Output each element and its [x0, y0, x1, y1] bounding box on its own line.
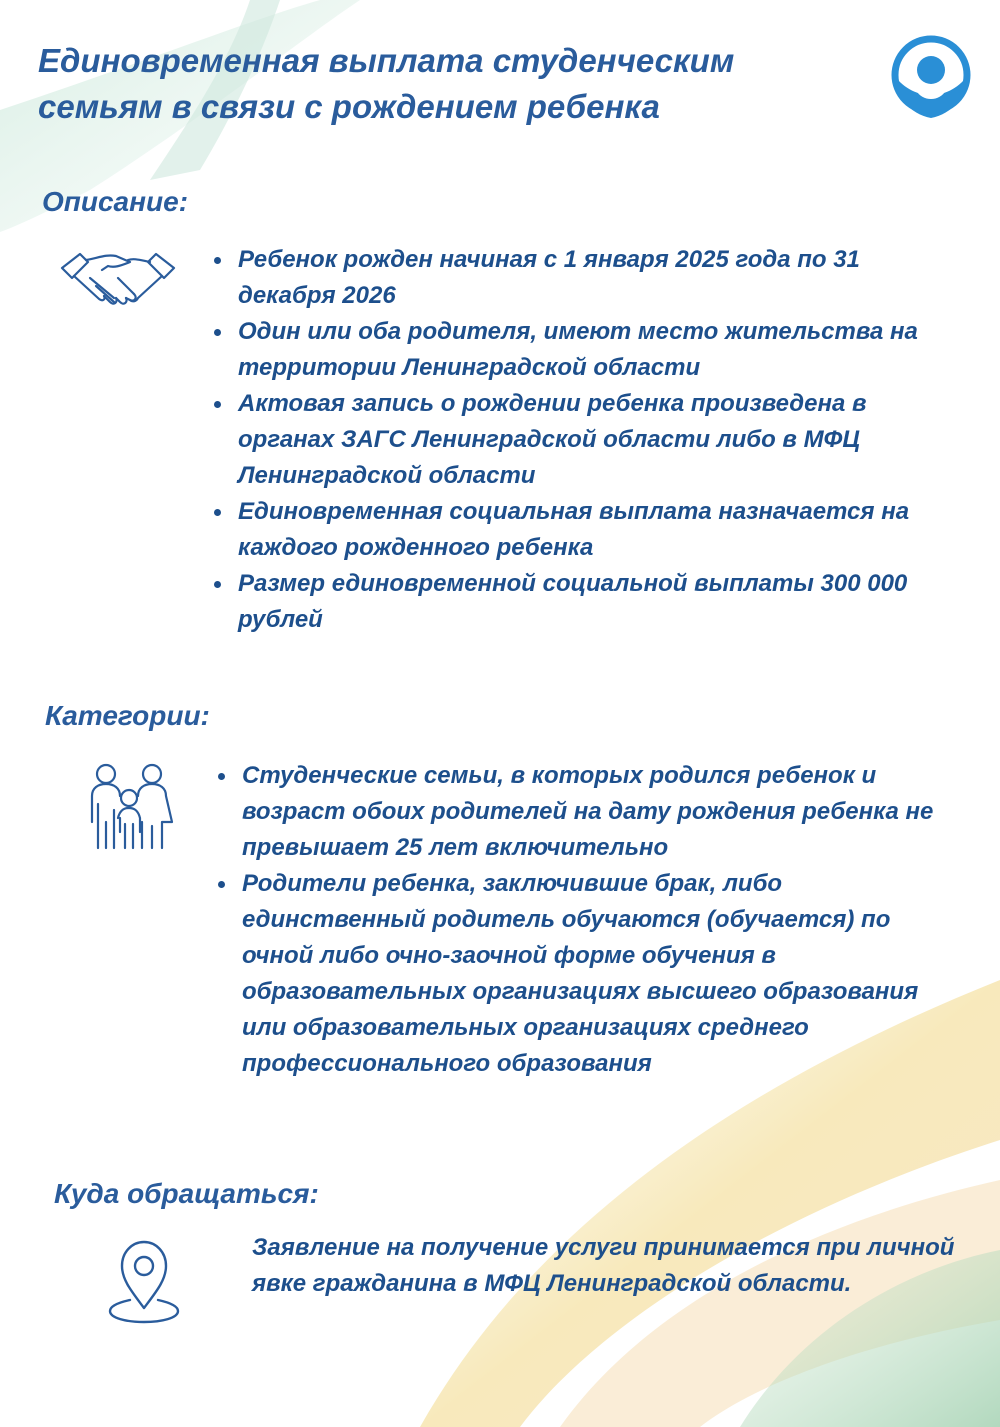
- page-title: Единовременная выплата студенческим семьям в связи с рождением ребенка: [38, 42, 735, 125]
- family-icon: [82, 760, 178, 852]
- list-item: Ребенок рожден начиная с 1 января 2025 года по 31 декабря 2026: [212, 242, 962, 314]
- list-item: Размер единовременной социальной выплаты 300 000 рублей: [212, 566, 962, 638]
- where-heading: Куда обращаться:: [54, 1178, 319, 1209]
- categories-list: [216, 758, 936, 1082]
- list-item: Родители ребенка, заключившие брак, либо единственный родитель обучаются (обучается) по очной либо очно-заочной форме обучения в образовательных организациях высшего образования или образовательных организациях среднего профессионального образования: [216, 866, 936, 1082]
- description-heading: Описание:: [42, 186, 189, 217]
- list-item: Единовременная социальная выплата назначается на каждого рожденного ребенка: [212, 494, 962, 566]
- categories-heading: Категории:: [45, 700, 210, 731]
- where-text: Заявление на получение услуги принимается при личной явке гражданина в МФЦ Ленинградской области.: [252, 1234, 955, 1297]
- description-list: [212, 242, 962, 638]
- location-pin-icon: [104, 1236, 184, 1326]
- hands-holding-person-logo: [886, 30, 976, 130]
- list-item: Актовая запись о рождении ребенка произведена в органах ЗАГС Ленинградской области либо в МФЦ Ленинградской области: [212, 386, 962, 494]
- handshake-icon: [58, 244, 178, 314]
- list-item: Один или оба родителя, имеют место жительства на территории Ленинградской области: [212, 314, 962, 386]
- list-item: Студенческие семьи, в которых родился ребенок и возраст обоих родителей на дату рождения ребенка не превышает 25 лет включительно: [216, 758, 936, 866]
